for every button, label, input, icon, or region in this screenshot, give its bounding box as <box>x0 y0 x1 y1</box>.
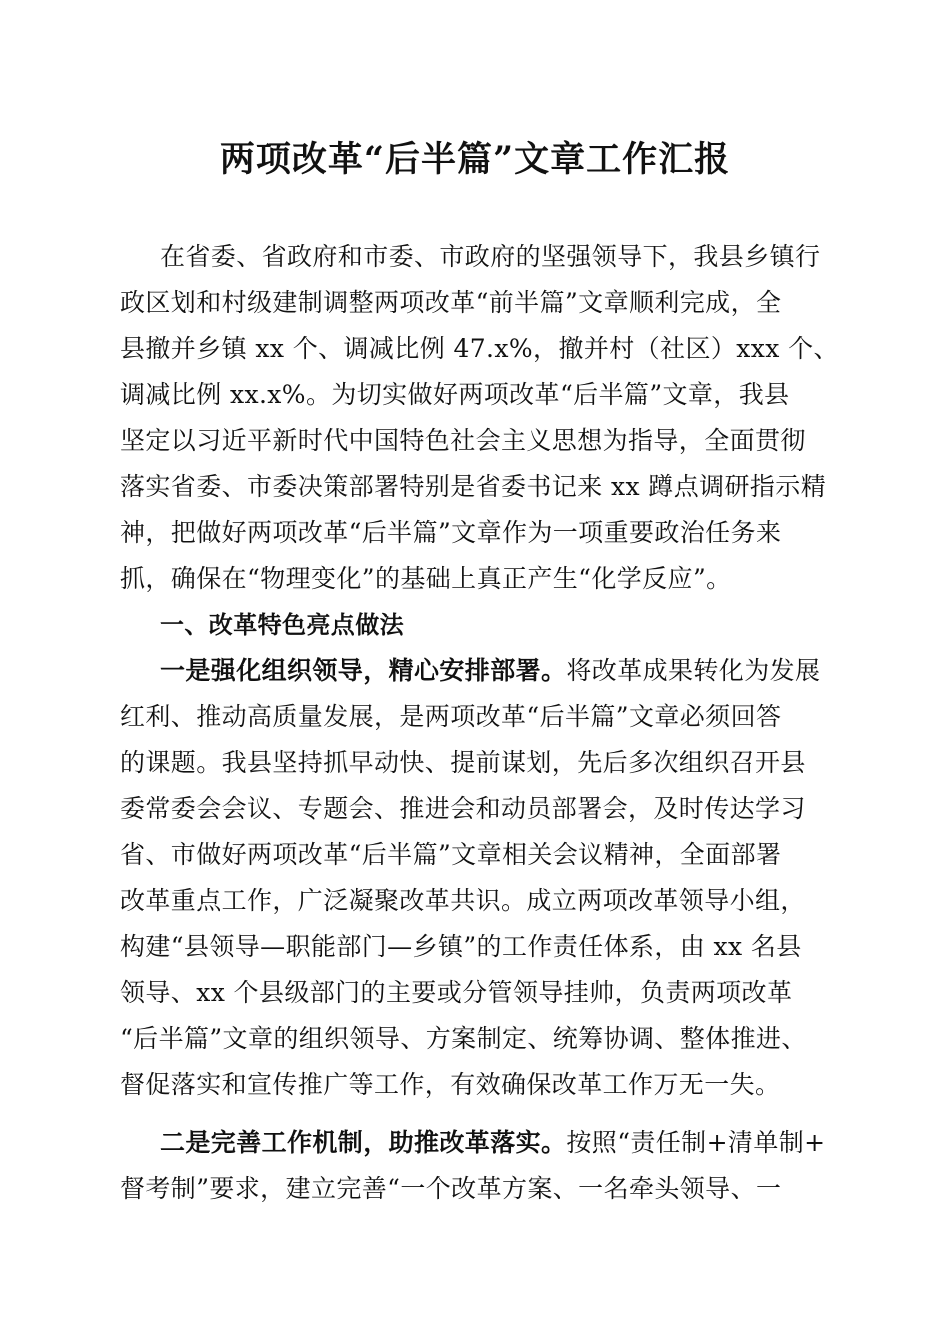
intro-line: 政区划和村级建制调整两项改革“前半篇”文章顺利完成，全 <box>120 288 782 317</box>
para1-line: 改革重点工作，广泛凝聚改革共识。成立两项改革领导小组， <box>120 886 806 915</box>
intro-line: 抓，确保在“物理变化”的基础上真正产生“化学反应”。 <box>120 564 732 593</box>
para2-line: 督考制”要求，建立完善“一个改革方案、一名牵头领导、一 <box>120 1174 782 1203</box>
paragraph-gap <box>120 1108 840 1120</box>
para1-line: 构建“县领导—职能部门—乡镇”的工作责任体系，由 xx 名县 <box>120 932 802 961</box>
intro-line: 神，把做好两项改革“后半篇”文章作为一项重要政治任务来 <box>120 518 782 547</box>
intro-line: 落实省委、市委决策部署特别是省委书记来 xx 蹲点调研指示精 <box>120 472 827 501</box>
para2-first-line <box>120 1120 840 1166</box>
para2-lead: 二是完善工作机制，助推改革落实。 <box>160 1128 567 1157</box>
para1-line: 的课题。我县坚持抓早动快、提前谋划，先后多次组织召开县 <box>120 748 806 777</box>
para1-first-line <box>120 648 840 694</box>
para2-first-rest: 按照“责任制+清单制+ <box>566 1128 826 1157</box>
section-heading: 一、改革特色亮点做法 <box>160 611 404 639</box>
para1-line: “后半篇”文章的组织领导、方案制定、统筹协调、整体推进、 <box>120 1024 807 1053</box>
document-body <box>120 234 840 1212</box>
para1-first-rest: 将改革成果转化为发展 <box>566 656 821 685</box>
para1-line: 省、市做好两项改革“后半篇”文章相关会议精神，全面部署 <box>120 840 782 869</box>
intro-line: 坚定以习近平新时代中国特色社会主义思想为指导，全面贯彻 <box>120 426 806 455</box>
para1-line: 红利、推动高质量发展，是两项改革“后半篇”文章必须回答 <box>120 702 782 731</box>
para1-line: 督促落实和宣传推广等工作，有效确保改革工作万无一失。 <box>120 1070 781 1099</box>
intro-line: 县撤并乡镇 xx 个、调减比例 47.x%，撤并村（社区）xxx 个、 <box>120 334 839 363</box>
para1-lead: 一是强化组织领导，精心安排部署。 <box>160 656 567 685</box>
intro-line: 在省委、省政府和市委、市政府的坚强领导下，我县乡镇行 <box>160 242 821 271</box>
intro-line: 调减比例 xx.x%。为切实做好两项改革“后半篇”文章，我县 <box>120 380 790 409</box>
para1-line: 领导、xx 个县级部门的主要或分管领导挂帅，负责两项改革 <box>120 978 793 1007</box>
para1-line: 委常委会会议、专题会、推进会和动员部署会，及时传达学习 <box>120 794 806 823</box>
document-title: 两项改革“后半篇”文章工作汇报 <box>219 139 731 180</box>
